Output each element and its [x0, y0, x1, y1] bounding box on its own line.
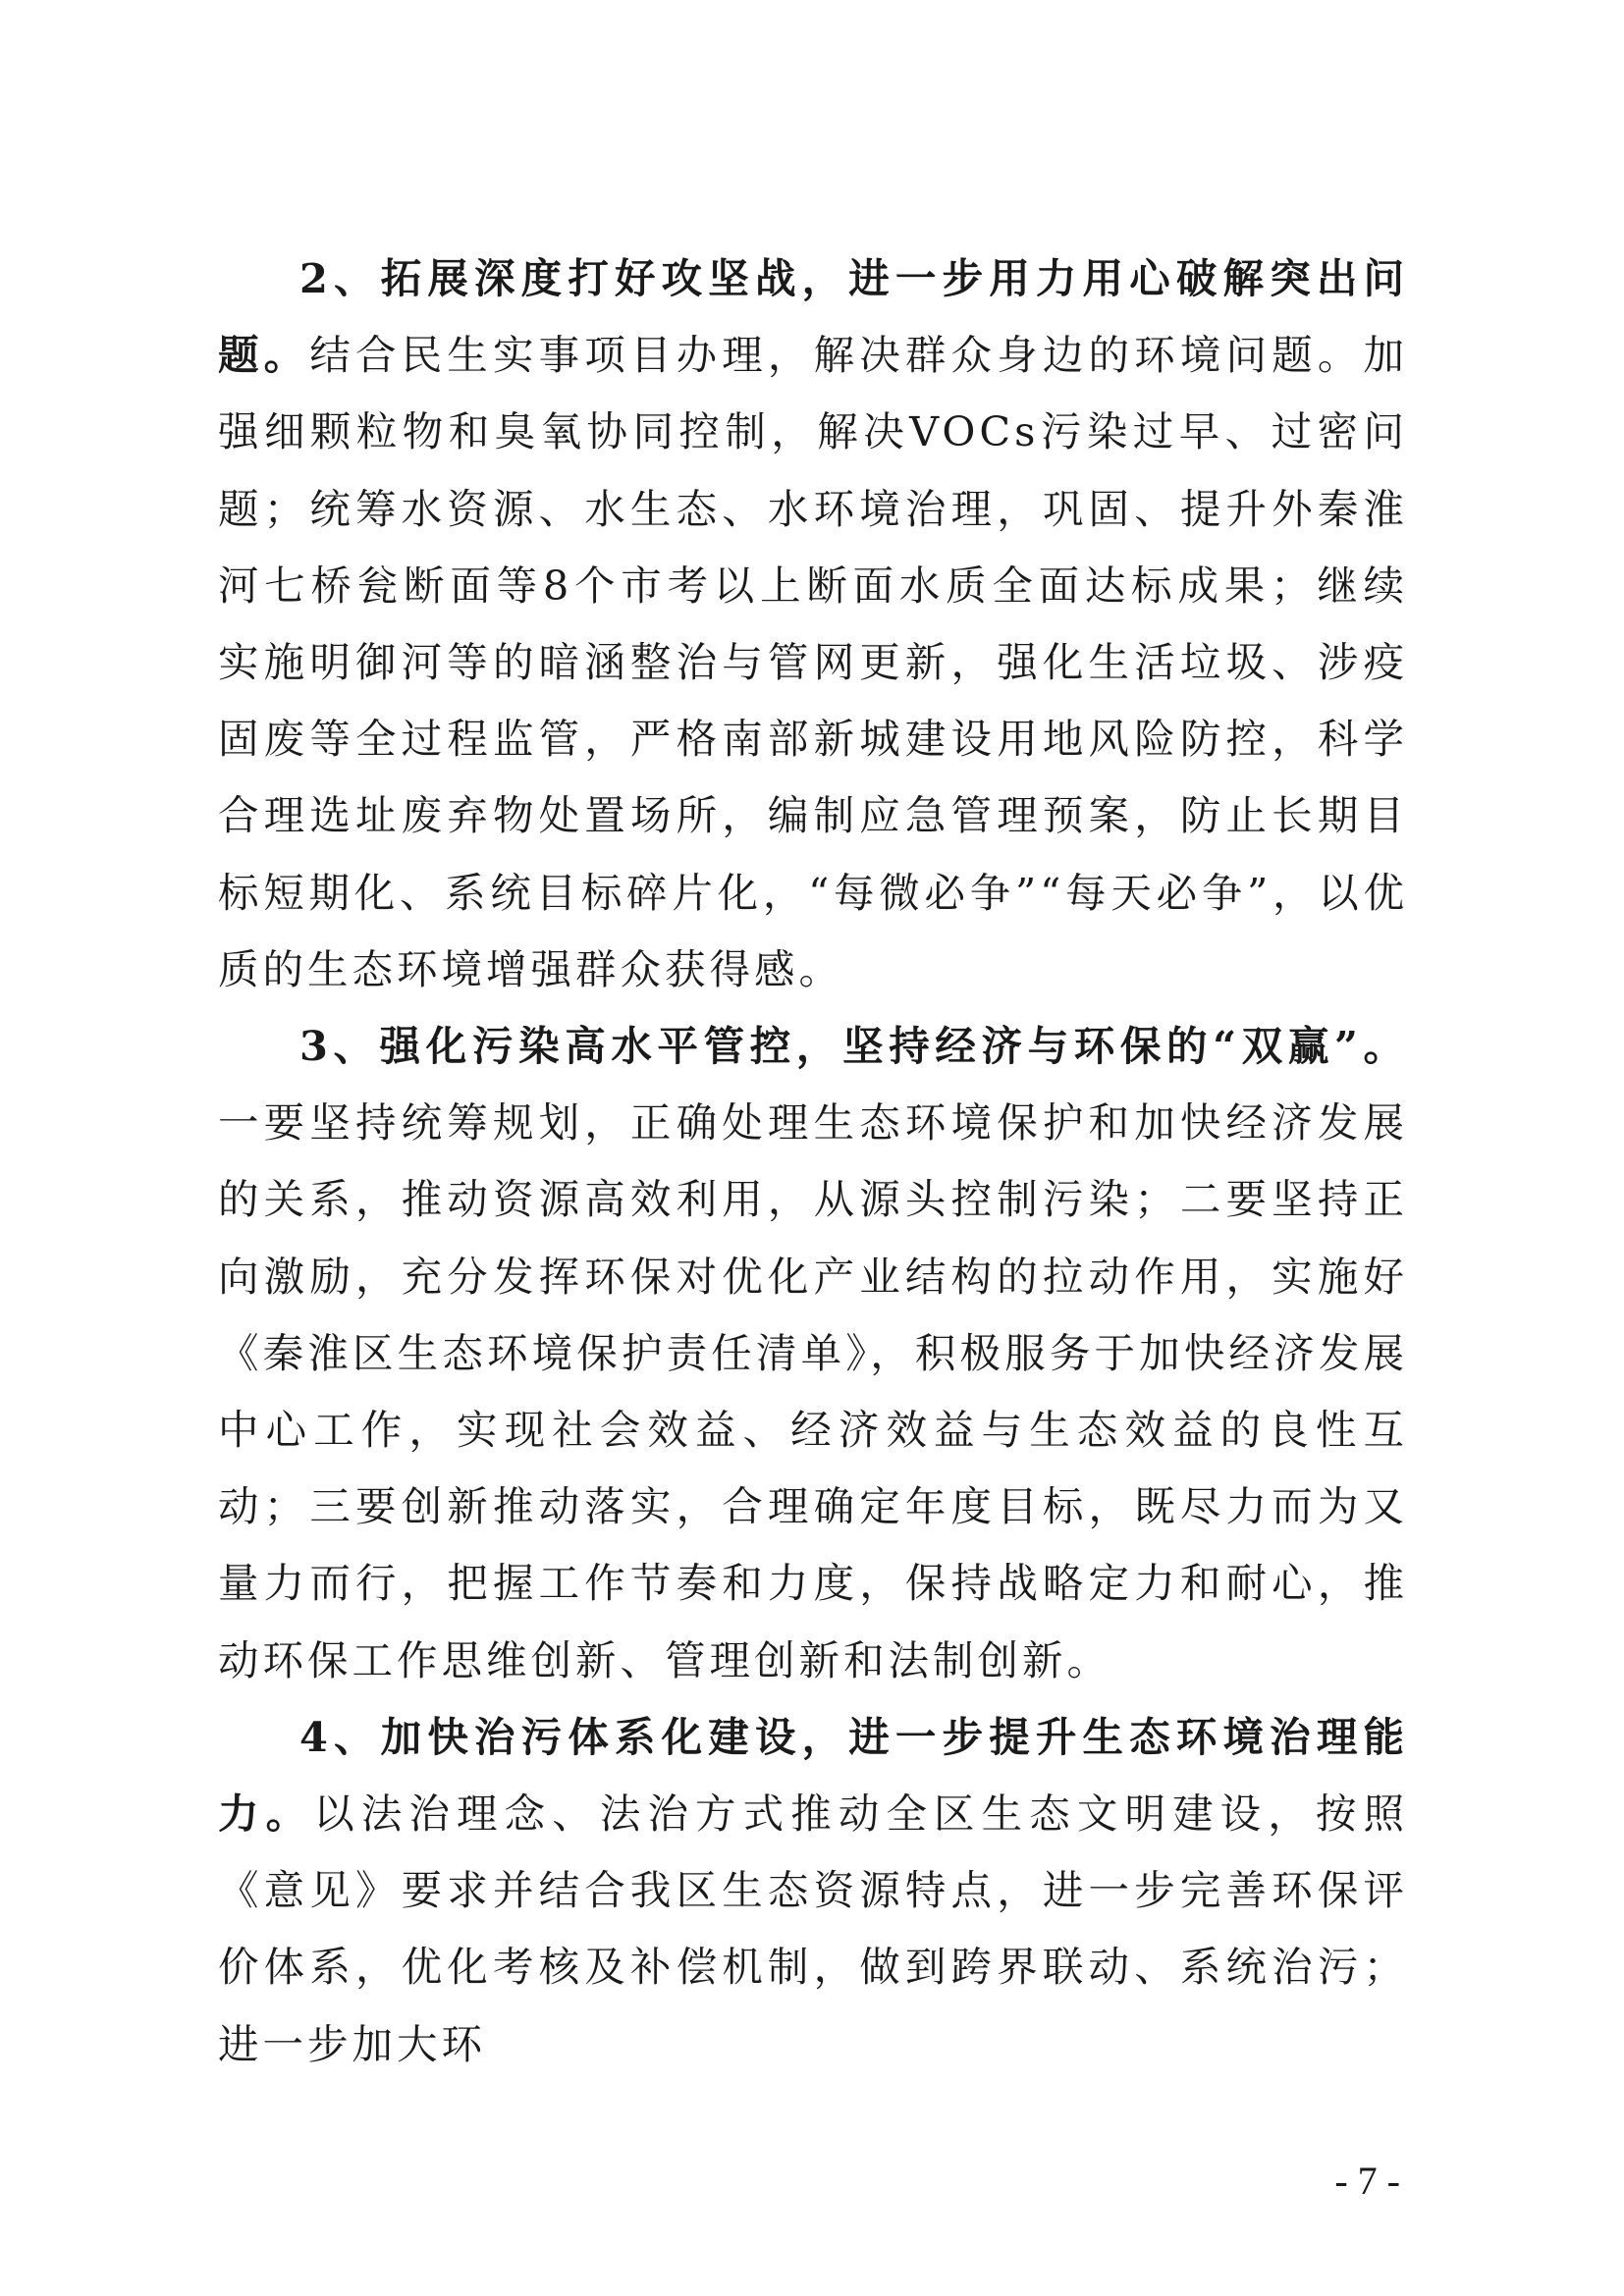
paragraph-text: 一要坚持统筹规划，正确处理生态环境保护和加快经济发展的关系，推动资源高效利用，从源头控制污染；二要坚持正向激励，充分发挥环保对优化产业结构的拉动作用，实施好《秦淮区生态环境保护责任清单》，积极服务于加快经济发展中心工作，实现社会效益、经济效益与生态效益的良性互动；三要创新推动落实，合理确定年度目标，既尽力而为又量力而行，把握工作节奏和力度，保持战略定力和耐心，推动环保工作思维创新、管理创新和法制创新。 — [218, 1098, 1408, 1684]
paragraph-text: 结合民生实事项目办理，解决群众身边的环境问题。加强细颗粒物和臭氧协同控制，解决VOCs污染过早、过密问题；统筹水资源、水生态、水环境治理，巩固、提升外秦淮河七桥瓮断面等8个市考以上断面水质全面达标成果；继续实施明御河等的暗涵整治与管网更新，强化生活垃圾、涉疫固废等全过程监管，严格南部新城建设用地风险防控，科学合理选址废弃物处置场所，编制应急管理预案，防止长期目标短期化、系统目标碎片化，“每微必争”“每天必争”，以优质的生态环境增强群众获得感。 — [218, 331, 1408, 993]
paragraph-heading: 4、加快治污体系化建设，进一步提升生态环境治理能力。 — [218, 1712, 1408, 1839]
paragraph-2 — [218, 240, 1408, 1008]
paragraph-4 — [218, 1699, 1408, 2083]
paragraph-3 — [218, 1008, 1408, 1699]
paragraph-heading: 2、拓展深度打好攻坚战，进一步用力用心破解突出问题。 — [218, 254, 1408, 380]
paragraph-text: 以法治理念、法治方式推动全区生态文明建设，按照《意见》要求并结合我区生态资源特点，进一步完善环保评价体系，优化考核及补偿机制，做到跨界联动、系统治污；进一步加大环 — [218, 1789, 1408, 2068]
document-body — [218, 240, 1408, 2083]
page-number: - 7 - — [1334, 2159, 1400, 2203]
paragraph-heading: 3、强化污染高水平管控，坚持经济与环保的“双赢”。 — [299, 1022, 1408, 1071]
